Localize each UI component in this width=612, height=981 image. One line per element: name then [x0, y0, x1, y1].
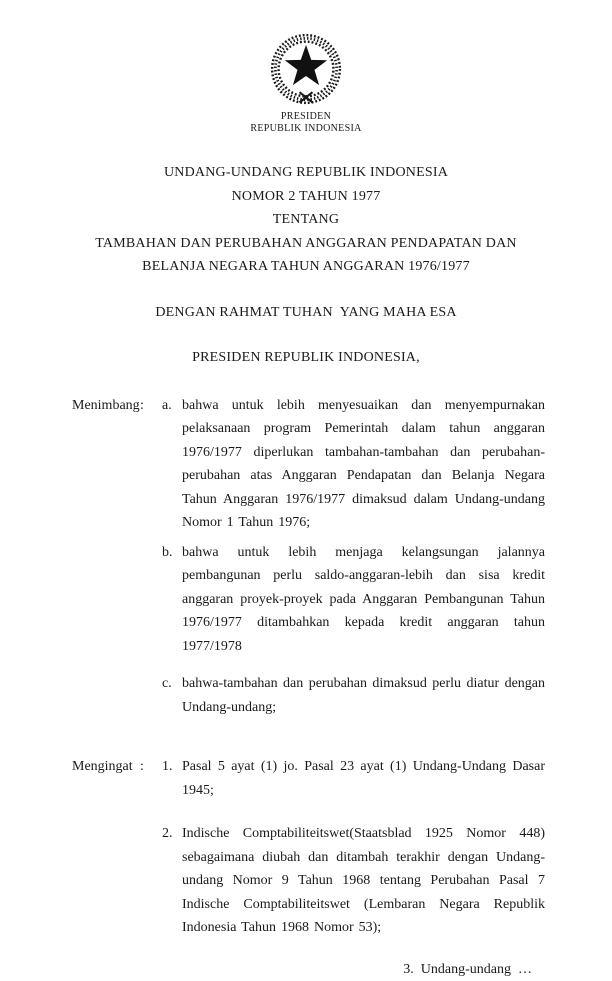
mengingat-colon: : [140, 755, 162, 940]
item-text: bahwa-tambahan dan perubahan dimaksud perlu diatur dengan Undang-undang; [182, 672, 545, 719]
item-marker: 1. [162, 755, 182, 779]
law-title-block [0, 161, 612, 279]
page-catchword: 3. Undang-undang … [0, 958, 532, 981]
mengingat-section [72, 755, 545, 940]
authority-line: PRESIDEN REPUBLIK INDONESIA, [0, 346, 612, 370]
presidential-seal-icon [264, 30, 348, 108]
menimbang-item-a [162, 394, 545, 535]
law-title-line1: UNDANG-UNDANG REPUBLIK INDONESIA [0, 161, 612, 185]
item-marker: c. [162, 672, 182, 696]
item-text: Pasal 5 ayat (1) jo. Pasal 23 ayat (1) Undang-Undang Dasar 1945; [182, 755, 545, 802]
invocation-line: DENGAN RAHMAT TUHAN YANG MAHA ESA [0, 301, 612, 325]
law-subject-line1: TAMBAHAN DAN PERUBAHAN ANGGARAN PENDAPATAN DAN [0, 232, 612, 256]
mengingat-item-2 [162, 822, 545, 940]
menimbang-label: Menimbang [72, 394, 140, 720]
item-marker: b. [162, 541, 182, 565]
mengingat-items [162, 755, 545, 940]
menimbang-item-c [162, 672, 545, 719]
menimbang-item-b [162, 541, 545, 659]
menimbang-section [72, 394, 545, 720]
item-text: bahwa untuk lebih menjaga kelangsungan jalannya pembangunan perlu saldo-anggaran-lebih dan sisa kredit anggaran proyek-proyek pada Anggaran Pembangunan Tahun 1976/1977 ditambahkan kepada kredit anggaran tahun 1977/1978 [182, 541, 545, 659]
letterhead-presiden: PRESIDEN [0, 111, 612, 123]
item-marker: a. [162, 394, 182, 418]
item-text: bahwa untuk lebih menyesuaikan dan menyempurnakan pelaksanaan program Pemerintah dalam tahun anggaran 1976/1977 diperlukan tambahan-tambahan dan perubahan-perubahan atas Anggaran Pendapatan dan Belanja Negara Tahun Anggaran 1976/1977 dimaksud dalam Undang-undang Nomor 1 Tahun 1976; [182, 394, 545, 535]
menimbang-items [162, 394, 545, 720]
law-number-line: NOMOR 2 TAHUN 1977 [0, 185, 612, 209]
item-text: Indische Comptabiliteitswet(Staatsblad 1925 Nomor 448) sebagaimana diubah dan ditambah terakhir dengan Undang-undang Nomor 9 Tahun 1968 tentang Perubahan Pasal 7 Indische Comptabiliteitswet (Lembaran Negara Republik Indonesia Tahun 1968 Nomor 53); [182, 822, 545, 940]
law-subject-line2: BELANJA NEGARA TAHUN ANGGARAN 1976/1977 [0, 255, 612, 279]
letterhead-republik-indonesia: REPUBLIK INDONESIA [0, 123, 612, 135]
item-marker: 2. [162, 822, 182, 846]
mengingat-item-1 [162, 755, 545, 802]
star-icon [285, 45, 327, 85]
law-tentang-line: TENTANG [0, 208, 612, 232]
menimbang-colon: : [140, 394, 162, 720]
mengingat-label: Mengingat [72, 755, 140, 940]
letterhead [0, 30, 612, 135]
